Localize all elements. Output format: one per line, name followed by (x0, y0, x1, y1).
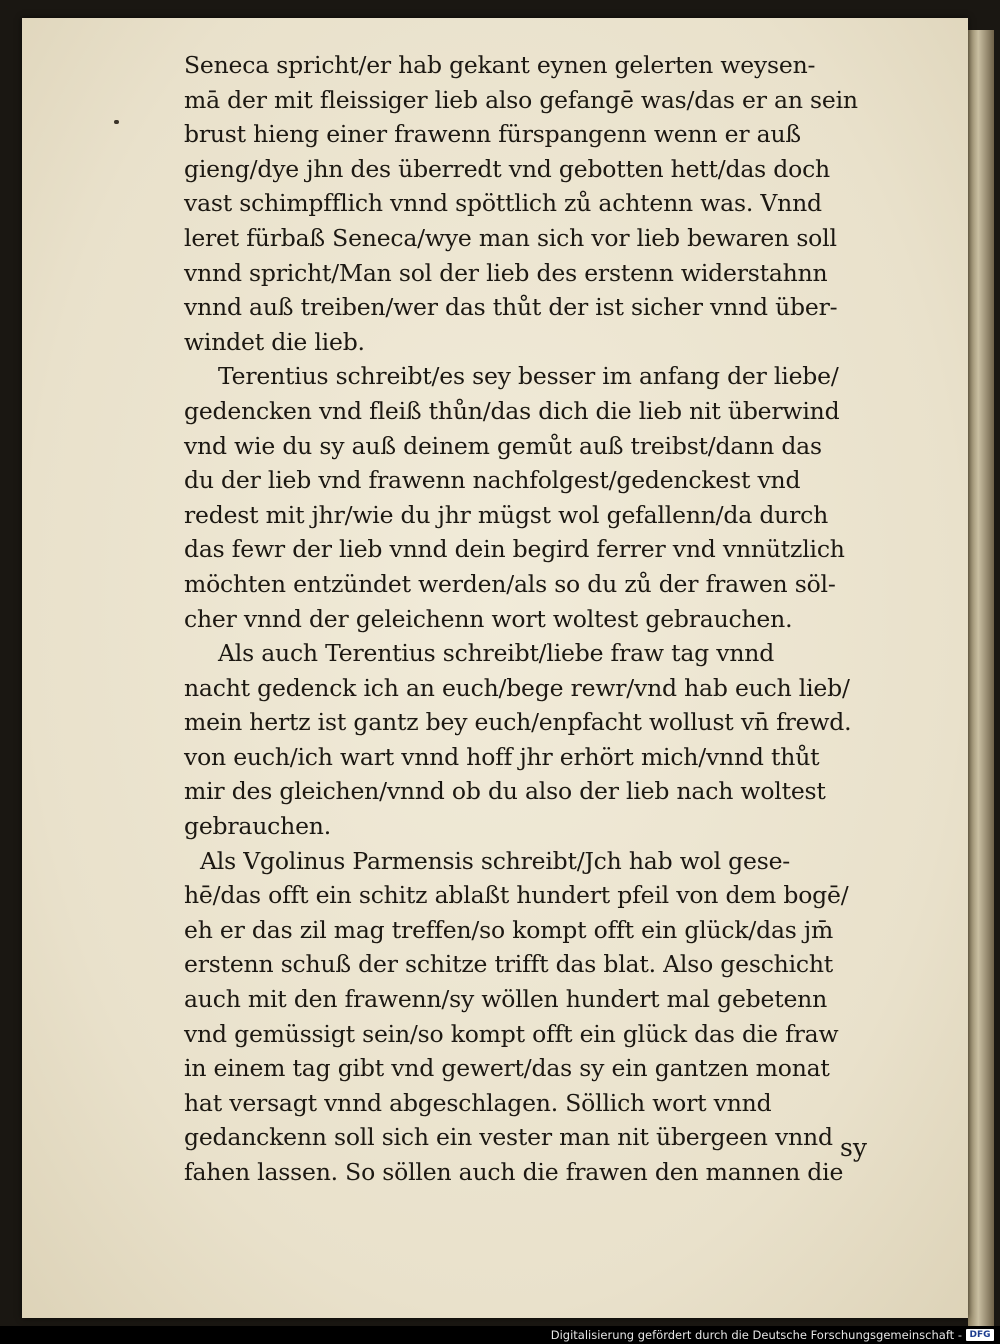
text-line: gebrauchen. (184, 812, 331, 841)
footer-credit: Digitalisierung gefördert durch die Deutsche Forschungsgemeinschaft - (550, 1328, 962, 1342)
text-line: leret fürbaß Seneca/wye man sich vor lieb bewaren soll (184, 223, 837, 252)
text-line: erstenn schuß der schitze trifft das blat. Also geschicht (184, 950, 834, 979)
text-line: du der lieb vnd frawenn nachfolgest/gedenckest vnd (184, 466, 801, 495)
text-line: Seneca spricht/er hab gekant eynen gelerten weysen- (184, 51, 816, 79)
catchword: sy (840, 1133, 867, 1162)
text-line: hē/das offt ein schitz ablaßt hundert pfeil von dem bogē/ (184, 881, 849, 910)
text-line: nacht gedenck ich an euch/bege rewr/vnd hab euch lieb/ (184, 673, 850, 702)
text-line: windet die lieb. (184, 327, 365, 356)
text-line: Als Vgolinus Parmensis schreibt/Jch hab wol gese- (200, 846, 791, 875)
text-line: mā der mit fleissiger lieb also gefangē was/das er an sein (184, 85, 858, 114)
text-line: cher vnnd der geleichenn wort woltest gebrauchen. (184, 604, 793, 633)
text-line: gedanckenn soll sich ein vester man nit übergeen vnnd (184, 1123, 833, 1152)
page-text (184, 48, 884, 1190)
text-line: in einem tag gibt vnd gewert/das sy ein gantzen monat (184, 1054, 830, 1083)
dfg-logo: DFG (966, 1329, 994, 1341)
text-line: eh er das zil mag treffen/so kompt offt ein glück/das jm̄ (184, 915, 834, 944)
text-line: das fewr der lieb vnnd dein begird ferrer vnd vnnützlich (184, 535, 845, 564)
text-line: von euch/ich wart vnnd hoff jhr erhört mich/vnnd thůt (184, 742, 820, 771)
text-line: auch mit den frawenn/sy wöllen hundert mal gebetenn (184, 985, 828, 1014)
ink-speck (114, 120, 119, 124)
text-line: mein hertz ist gantz bey euch/enpfacht wollust vn̄ frewd. (184, 708, 852, 737)
text-line: vast schimpfflich vnnd spöttlich zů achtenn was. Vnnd (184, 189, 822, 218)
text-line: möchten entzündet werden/als so du zů der frawen söl- (184, 569, 836, 598)
text-line: gieng/dye jhn des überredt vnd gebotten hett/das doch (184, 154, 830, 183)
text-line: fahen lassen. So söllen auch die frawen den mannen die (184, 1158, 844, 1186)
text-line: gedencken vnd fleiß thůn/das dich die lieb nit überwind (184, 396, 840, 425)
text-line: hat versagt vnnd abgeschlagen. Söllich wort vnnd (184, 1088, 772, 1117)
text-line: mir des gleichen/vnnd ob du also der lieb nach woltest (184, 777, 826, 806)
text-line: vnnd spricht/Man sol der lieb des erstenn widerstahnn (184, 258, 828, 287)
text-line: vnd wie du sy auß deinem gemůt auß treibst/dann das (184, 431, 822, 460)
page-edge (968, 30, 994, 1326)
text-line: vnnd auß treiben/wer das thůt der ist sicher vnnd über- (184, 293, 838, 322)
text-line: vnd gemüssigt sein/so kompt offt ein glück das die fraw (184, 1019, 839, 1048)
text-line: Als auch Terentius schreibt/liebe fraw tag vnnd (218, 639, 775, 668)
text-line: redest mit jhr/wie du jhr mügst wol gefallenn/da durch (184, 500, 829, 529)
text-line: brust hieng einer frawenn fürspangenn wenn er auß (184, 120, 801, 149)
text-line: Terentius schreibt/es sey besser im anfang der liebe/ (218, 362, 839, 391)
